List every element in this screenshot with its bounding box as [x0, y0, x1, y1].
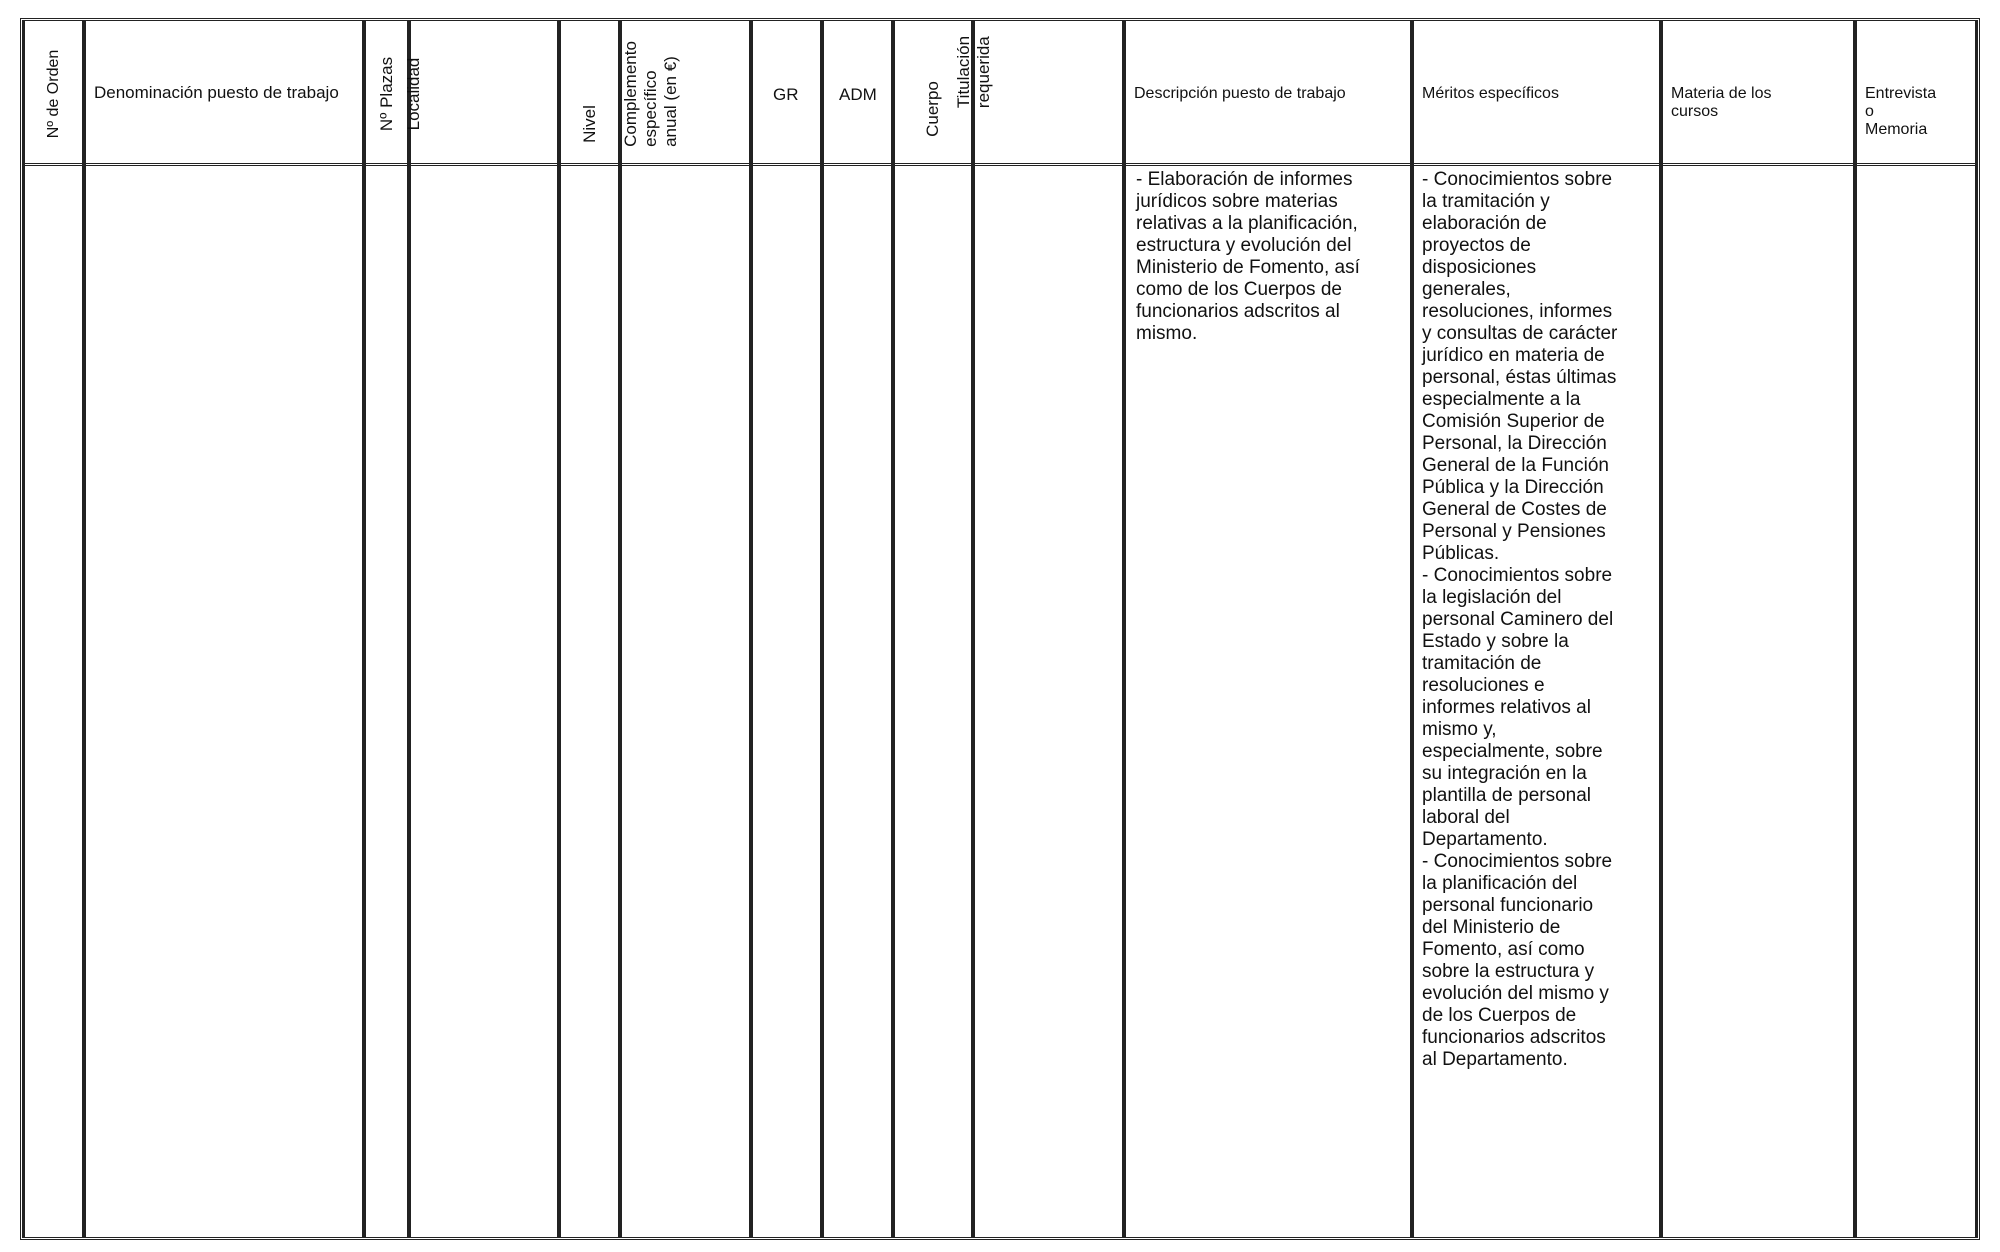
header-denominacion: Denominación puesto de trabajo [94, 83, 339, 102]
col-nivel [559, 21, 620, 1237]
col-localidad [404, 21, 559, 1237]
col-entrevista [1855, 21, 1977, 1237]
header-entrevista: Entrevista o Memoria [1865, 85, 1937, 138]
header-adm: ADM [839, 85, 877, 104]
header-materia: Materia de los cursos [1671, 85, 1772, 120]
col-denominacion [84, 21, 364, 1237]
col-orden [23, 21, 84, 1237]
header-gr: GR [773, 85, 799, 104]
header-plazas: Nº Plazas [376, 56, 396, 131]
col-plazas [364, 21, 409, 1237]
header-cuerpo: Cuerpo [923, 80, 942, 137]
header-titulacion: Titulación requerida [953, 35, 993, 108]
header-meritos: Méritos específicos [1422, 85, 1559, 102]
job-positions-table [20, 18, 1980, 1240]
header-nivel: Nivel [579, 104, 599, 143]
col-titulacion [953, 21, 1124, 1237]
col-meritos [1412, 21, 1661, 1237]
header-descripcion: Descripción puesto de trabajo [1134, 85, 1346, 102]
col-materia [1661, 21, 1855, 1237]
meritos-text: - Conocimientos sobre la tramitación y elaboración de proyectos de disposiciones generales, resoluciones, informes y consultas de carácter jurídico en materia de personal, éstas últimas especialmente a la Comisión Superior de Personal, la Dirección General de la Función Pública y la Dirección General de Costes de Personal y Pensiones Públicas. - Conocimientos sobre la legislación del personal Caminero del Estado y sobre la tramitación de resoluciones e informes relativos al mismo y, especialmente, sobre su integración en la plantilla de personal laboral del Departamento. - Conocimientos sobre la planificación del personal funcionario del Ministerio de Fomento, así como sobre la estructura y evolución del mismo y de los Cuerpos de funcionarios adscritos al Departamento. [1422, 169, 1618, 1070]
col-cuerpo [893, 21, 973, 1237]
col-descripcion [1124, 21, 1412, 1237]
header-complemento: Complemento específico anual (en €) [620, 40, 680, 147]
descripcion-text: - Elaboración de informes jurídicos sobre materias relativas a la planificación, estructura y evolución del Ministerio de Fomento, así como de los Cuerpos de funcionarios adscritos al mismo. [1136, 169, 1360, 344]
header-orden: Nº de Orden [44, 49, 62, 138]
header-localidad: Localidad [404, 57, 423, 130]
col-complemento [620, 21, 751, 1237]
col-adm [822, 21, 893, 1237]
col-gr [751, 21, 822, 1237]
